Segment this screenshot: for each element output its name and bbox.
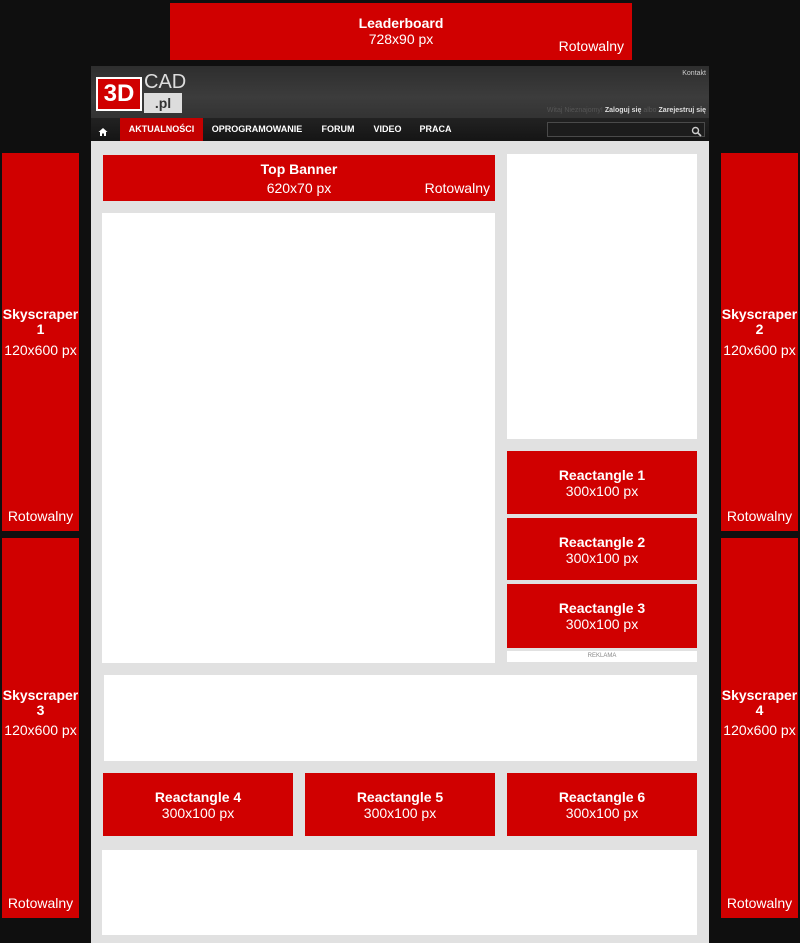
content-strip-1 [104, 675, 697, 761]
login-line [547, 107, 706, 114]
ad-title: Reactangle 6 [558, 789, 646, 805]
rectangle-6-ad[interactable] [507, 773, 697, 836]
logo-3d: 3D [96, 77, 142, 111]
content-strip-2 [102, 850, 697, 935]
rectangle-1-ad[interactable] [507, 451, 697, 514]
ad-size: 120x600 px [4, 722, 77, 738]
ad-title: Skyscraper 3 [2, 687, 79, 718]
ad-rotation: Rotowalny [424, 180, 490, 196]
ad-size: 300x100 px [565, 616, 639, 632]
ad-title: Skyscraper 2 [721, 306, 798, 337]
site-logo[interactable] [96, 71, 187, 111]
kontakt-link[interactable]: Kontakt [682, 70, 706, 77]
ad-rotation: Rotowalny [7, 895, 74, 911]
search-input[interactable] [547, 122, 705, 137]
skyscraper-1-ad[interactable] [2, 153, 79, 531]
ad-size: 300x100 px [363, 805, 437, 821]
rectangle-4-ad[interactable] [103, 773, 293, 836]
ad-size: 300x100 px [565, 483, 639, 499]
ad-title: Reactangle 1 [558, 467, 646, 483]
top-banner-ad[interactable] [103, 155, 495, 201]
ad-rotation: Rotowalny [558, 38, 624, 54]
nav-item-video[interactable]: VIDEO [373, 124, 402, 134]
sidebar-box [507, 154, 697, 439]
nav-item-forum[interactable]: FORUM [321, 124, 355, 134]
ad-size: 300x100 px [161, 805, 235, 821]
skyscraper-3-ad[interactable] [2, 538, 79, 918]
nav-item-praca[interactable]: PRACA [419, 124, 452, 134]
ad-size: 620x70 px [266, 180, 332, 196]
ad-size: 120x600 px [723, 342, 796, 358]
reklama-label: REKLAMA [507, 651, 697, 662]
skyscraper-2-ad[interactable] [721, 153, 798, 531]
or-text: albo [643, 107, 657, 114]
logo-pl: .pl [144, 93, 182, 113]
ad-size: 300x100 px [565, 805, 639, 821]
ad-rotation: Rotowalny [7, 508, 74, 524]
home-icon[interactable] [98, 124, 108, 134]
search-icon[interactable] [691, 124, 702, 135]
leaderboard-ad[interactable] [170, 3, 632, 60]
nav-item-oprogramowanie[interactable]: OPROGRAMOWANIE [211, 124, 303, 134]
skyscraper-4-ad[interactable] [721, 538, 798, 918]
ad-title: Reactangle 2 [558, 534, 646, 550]
logo-cad: CAD [144, 71, 187, 93]
ad-title: Reactangle 4 [154, 789, 242, 805]
nav-item-aktualnosci[interactable]: AKTUALNOŚCI [120, 118, 203, 141]
ad-size: 728x90 px [368, 31, 434, 47]
ad-size: 300x100 px [565, 550, 639, 566]
ad-title: Skyscraper 1 [2, 306, 79, 337]
rectangle-3-ad[interactable] [507, 584, 697, 648]
ad-title: Leaderboard [358, 15, 444, 31]
ad-title: Reactangle 3 [558, 600, 646, 616]
ad-size: 120x600 px [723, 722, 796, 738]
ad-title: Reactangle 5 [356, 789, 444, 805]
login-link[interactable]: Zaloguj się [604, 107, 642, 114]
ad-title: Skyscraper 4 [721, 687, 798, 718]
ad-size: 120x600 px [4, 342, 77, 358]
site-header [91, 66, 709, 118]
register-link[interactable]: Zarejestruj się [658, 107, 706, 114]
rectangle-5-ad[interactable] [305, 773, 495, 836]
ad-rotation: Rotowalny [726, 895, 793, 911]
greeting-text: Witaj Nieznajomy! [546, 107, 603, 114]
ad-rotation: Rotowalny [726, 508, 793, 524]
rectangle-2-ad[interactable] [507, 518, 697, 580]
main-content-area [102, 213, 495, 663]
ad-title: Top Banner [260, 161, 338, 177]
